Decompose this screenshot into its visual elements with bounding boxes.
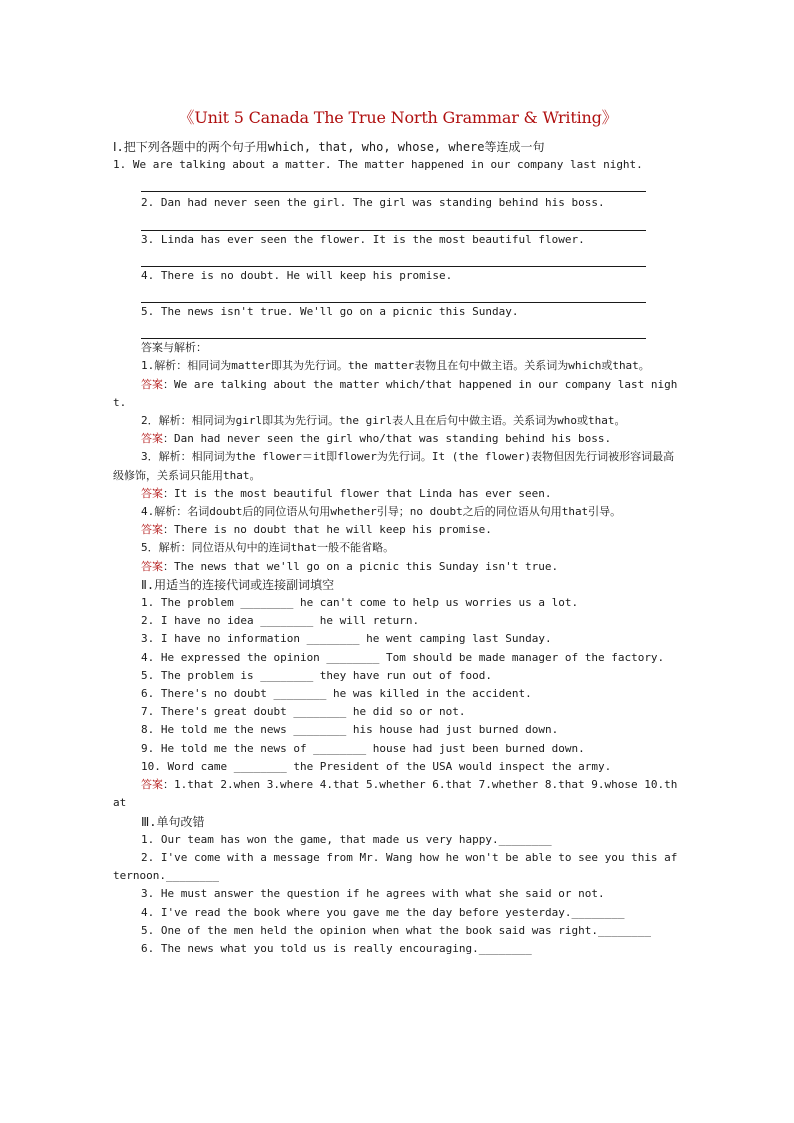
s2-question-10: 10. Word came ________ the President of the USA would inspect the army. — [141, 759, 612, 773]
s2-question-6: 6. There's no doubt ________ he was killed in the accident. — [141, 687, 532, 701]
analysis-5-explain: 5．解析：同位语从句中的连词that一般不能省略。 — [141, 541, 395, 555]
s2-question-7: 7. There's great doubt ________ he did so or not. — [141, 705, 466, 719]
analysis-5-answer — [113, 558, 683, 576]
s2-question-8: 8. He told me the news ________ his house had just burned down. — [141, 723, 559, 737]
answer-text: ：We are talking about the matter which/that happened in our company last night. — [113, 377, 678, 409]
analysis-3-answer — [113, 485, 683, 503]
s3-question-4: 4. I've read the book where you gave me the day before yesterday.________ — [141, 905, 625, 919]
analysis-1-answer — [113, 376, 683, 412]
s1-question-4: 4. There is no doubt. He will keep his promise. — [141, 268, 453, 282]
section-2-heading: Ⅱ.用适当的连接代词或连接副词填空 — [141, 577, 335, 592]
answer-label: 答案 — [141, 486, 163, 500]
answer-blank-line[interactable] — [141, 285, 646, 303]
s2-question-1: 1. The problem ________ he can't come to help us worries us a lot. — [141, 596, 579, 610]
section-1-heading: Ⅰ.把下列各题中的两个句子用which, that, who, whose, where等连成一句 — [113, 140, 545, 154]
s1-question-3: 3. Linda has ever seen the flower. It is the most beautiful flower. — [141, 232, 585, 246]
section-2-answers — [113, 776, 683, 812]
answer-label: 答案 — [141, 559, 163, 573]
answer-text: ：The news that we'll go on a picnic this Sunday isn't true. — [163, 559, 559, 573]
answer-text: ：It is the most beautiful flower that Linda has ever seen. — [163, 486, 552, 500]
s3-question-1: 1. Our team has won the game, that made us very happy.________ — [141, 832, 552, 846]
answer-blank-line[interactable] — [141, 249, 646, 267]
answer-blank-line[interactable] — [141, 174, 646, 192]
s2-question-5: 5. The problem is ________ they have run out of food. — [141, 668, 492, 682]
s3-question-5: 5. One of the men held the opinion when what the book said was right.________ — [141, 923, 651, 937]
answer-label: 答案 — [141, 432, 163, 446]
s2-question-2: 2. I have no idea ________ he will return. — [141, 614, 420, 628]
answer-label: 答案 — [141, 377, 163, 391]
s3-question-6: 6. The news what you told us is really encouraging.________ — [141, 941, 532, 955]
s1-question-5: 5. The news isn't true. We'll go on a picnic this Sunday. — [141, 305, 519, 319]
analysis-1-explain: 1.解析：相同词为matter即其为先行词。the matter表物且在句中做主语。关系词为which或that。 — [141, 359, 650, 373]
section-3-heading: Ⅲ.单句改错 — [141, 814, 205, 829]
s1-question-2: 2. Dan had never seen the girl. The girl was standing behind his boss. — [141, 196, 605, 210]
document-title: 《Unit 5 Canada The True North Grammar & Writing》 — [178, 108, 618, 127]
document-page — [113, 106, 683, 958]
analysis-4-answer — [113, 521, 683, 539]
answer-label: 答案 — [141, 523, 163, 537]
analysis-4-explain: 4.解析：名词doubt后的同位语从句用whether引导；no doubt之后的同位语从句用that引导。 — [141, 505, 622, 519]
answer-analysis-heading: 答案与解析： — [141, 341, 207, 355]
answer-text: ：Dan had never seen the girl who/that was standing behind his boss. — [163, 432, 612, 446]
s3-question-2: 2. I've come with a message from Mr. Wang how he won't be able to see you this afternoon.________ — [113, 850, 678, 883]
answer-text: ：There is no doubt that he will keep his promise. — [163, 523, 492, 537]
answer-label: 答案 — [141, 778, 163, 792]
s3-question-3: 3. He must answer the question if he agrees with what she said or not. — [141, 887, 605, 901]
analysis-2-explain: 2．解析：相同词为girl即其为先行词。the girl表人且在后句中做主语。关系词为who或that。 — [141, 414, 626, 428]
analysis-2-answer — [113, 430, 683, 448]
analysis-3-explain: 3．解析：相同词为the flower＝it即flower为先行词。It (the flower)表物但因先行词被形容词最高级修饰，关系词只能用that。 — [113, 450, 675, 482]
answer-text: ：1.that 2.when 3.where 4.that 5.whether 6.that 7.whether 8.that 9.whose 10.that — [113, 778, 678, 810]
s1-question-1: 1. We are talking about a matter. The matter happened in our company last night. — [113, 158, 643, 172]
s2-question-9: 9. He told me the news of ________ house had just been burned down. — [141, 741, 585, 755]
answer-blank-line[interactable] — [141, 213, 646, 231]
s2-question-4: 4. He expressed the opinion ________ Tom should be made manager of the factory. — [141, 650, 665, 664]
answer-blank-line[interactable] — [141, 321, 646, 339]
s2-question-3: 3. I have no information ________ he went camping last Sunday. — [141, 632, 552, 646]
